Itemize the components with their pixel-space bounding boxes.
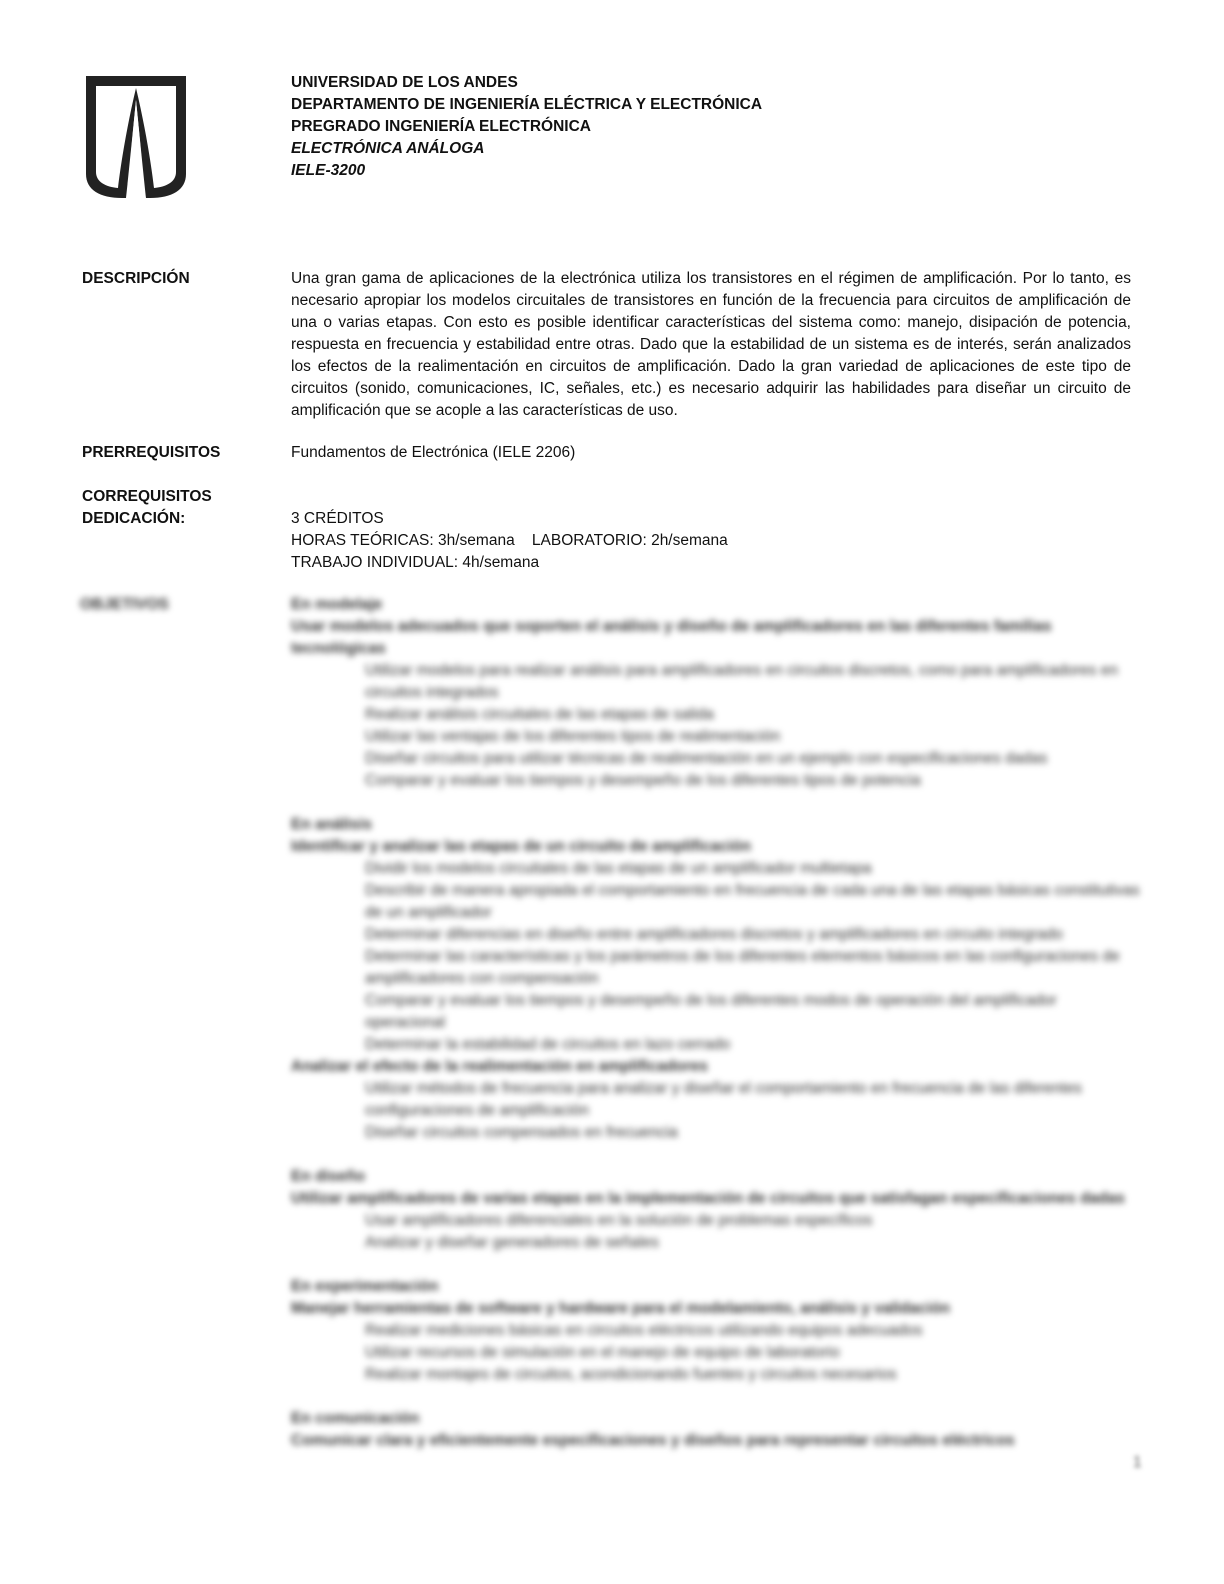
credits-text: 3 CRÉDITOS <box>291 510 384 527</box>
block-lead: Comunicar clara y eficientemente especificaciones y diseños para representar circuitos eléctricos <box>291 1432 1015 1449</box>
block-lead: Utilizar amplificadores de varias etapas en la implementación de circuitos que satisfagan especificaciones dadas <box>291 1190 1125 1207</box>
list-item: Realizar montajes de circuitos, acondicionando fuentes y circuitos necesarios <box>365 1366 897 1383</box>
document-header <box>291 72 762 182</box>
hours-lab: LABORATORIO: 2h/semana <box>531 532 728 549</box>
list-item: Utilizar las ventajas de los diferentes tipos de realimentación <box>365 728 781 745</box>
block-heading: En modelaje <box>291 596 383 613</box>
dedication-block <box>291 508 1131 574</box>
list-item: Realizar mediciones básicas en circuitos eléctricos utilizando equipos adecuados <box>365 1322 923 1339</box>
description-text: Una gran gama de aplicaciones de la electrónica utiliza los transistores en el régimen de amplificación. Por lo tanto, es necesario apropiar los modelos circuitales de transistores en función de la frecuencia para circuitos de amplificación de una o varias etapas. Con esto es posible identificar características del sistema como: manejo, disipación de potencia, respuesta en frecuencia y estabilidad entre otras. Dado que la estabilidad de un sistema es de interés, serán analizados los efectos de la realimentación en circuitos de amplificación. Dado la gran variedad de aplicaciones de este tipo de circuitos (sonido, comunicaciones, IC, señales, etc.) es necesario adquirir las habilidades para diseñar un circuito de amplificación que se acople a las características de uso. <box>291 270 1131 419</box>
list-item: Dividir los modelos circuitales de las etapas de un amplificador multietapa <box>365 860 872 877</box>
hours-individual: TRABAJO INDIVIDUAL: 4h/semana <box>291 554 540 571</box>
list-item: Determinar la estabilidad de circuitos en lazo cerrado <box>365 1036 731 1053</box>
list-item: Analizar y diseñar generadores de señales <box>365 1234 659 1251</box>
list-item: Realizar análisis circuitales de las etapas de salida <box>365 706 714 723</box>
block-lead: Analizar el efecto de la realimentación en amplificadores <box>291 1058 708 1075</box>
page-number: 1 <box>1133 1454 1142 1471</box>
dedication-label: DEDICACIÓN: <box>82 510 186 527</box>
university-logo <box>80 70 192 202</box>
university-name: UNIVERSIDAD DE LOS ANDES <box>291 74 518 91</box>
list-item: Determinar las características y los parámetros de los diferentes elementos básicos en las configuraciones de amplificadores con compensación <box>365 948 1120 987</box>
objectives-label: OBJETIVOS <box>80 596 169 613</box>
block-heading: En diseño <box>291 1168 366 1185</box>
list-item: Usar amplificadores diferenciales en la solución de problemas específicos <box>365 1212 873 1229</box>
list-item: Utilizar recursos de simulación en el manejo de equipo de laboratorio <box>365 1344 840 1361</box>
department-name: DEPARTAMENTO DE INGENIERÍA ELÉCTRICA Y ELECTRÓNICA <box>291 96 763 113</box>
list-item: Comparar y evaluar los tiempos y desempeño de los diferentes modos de operación del amplificador operacional <box>365 992 1057 1031</box>
course-code: IELE-3200 <box>291 162 366 179</box>
hours-line <box>291 530 1131 552</box>
list-item: Determinar diferencias en diseño entre amplificadores discretos y amplificadores en circuito integrado <box>365 926 1063 943</box>
list-item: Utilizar modelos para realizar análisis para amplificadores en circuitos discretos, como para amplificadores en circuitos integrados <box>365 662 1118 701</box>
block-lead: Usar modelos adecuados que soporten el análisis y diseño de amplificadores en las diferentes familias tecnológicas <box>291 618 1052 657</box>
program-name: PREGRADO INGENIERÍA ELECTRÓNICA <box>291 118 591 135</box>
description-label: DESCRIPCIÓN <box>82 270 190 287</box>
list-item: Utilizar métodos de frecuencia para analizar y diseñar el comportamiento en frecuencia de las diferentes configuraciones de amplificación <box>365 1080 1082 1119</box>
block-lead: Manejar herramientas de software y hardware para el modelamiento, análisis y validación <box>291 1300 951 1317</box>
list-item: Describir de manera apropiada el comportamiento en frecuencia de cada una de las etapas básicas constitutivas de un amplificador <box>365 882 1140 921</box>
prerequisites-label: PRERREQUISITOS <box>82 444 221 461</box>
blurred-objectives <box>80 594 1140 1452</box>
course-name: ELECTRÓNICA ANÁLOGA <box>291 140 485 157</box>
corequisites-label: CORREQUISITOS <box>82 488 212 505</box>
hours-theory: HORAS TEÓRICAS: 3h/semana <box>291 532 515 549</box>
list-item: Diseñar circuitos compensados en frecuencia <box>365 1124 678 1141</box>
block-heading: En análisis <box>291 816 372 833</box>
block-lead: Identificar y analizar las etapas de un circuito de amplificación <box>291 838 751 855</box>
block-heading: En experimentación <box>291 1278 439 1295</box>
block-heading: En comunicación <box>291 1410 420 1427</box>
list-item: Comparar y evaluar los tiempos y desempeño de los diferentes tipos de potencia <box>365 772 921 789</box>
prerequisites-text: Fundamentos de Electrónica (IELE 2206) <box>291 444 576 461</box>
list-item: Diseñar circuitos para utilizar técnicas de realimentación en un ejemplo con especificaciones dadas <box>365 750 1048 767</box>
